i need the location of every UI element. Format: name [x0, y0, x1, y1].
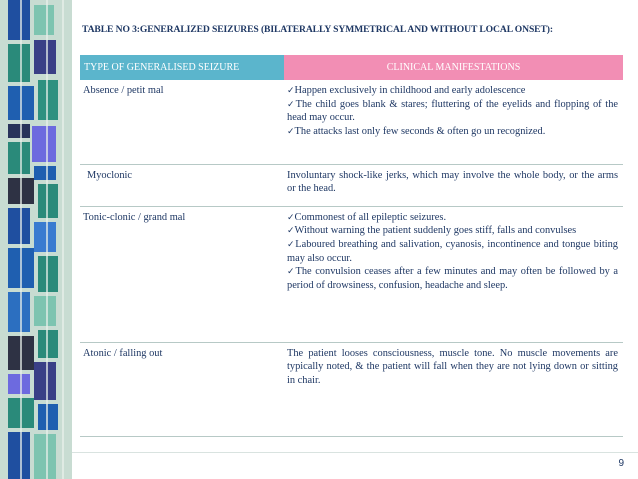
bullet-text: The attacks last only few seconds & often go un recognized.	[294, 125, 546, 137]
footer-divider	[72, 452, 638, 453]
mosaic-block	[38, 80, 58, 120]
table-row	[80, 80, 623, 164]
page-number: 9	[618, 458, 624, 469]
bullet-text: Laboured breathing and salivation, cyanosis, incontinence and tongue biting may also occur.	[287, 238, 618, 264]
seizure-table	[80, 55, 623, 437]
mosaic-block	[34, 296, 56, 326]
bullet-text: Commonest of all epileptic seizures.	[294, 211, 447, 223]
table-row	[80, 206, 623, 342]
seizure-type-cell: Tonic-clonic / grand mal	[80, 206, 284, 342]
header-clinical-manifestations: CLINICAL MANIFESTATIONS	[284, 55, 623, 80]
mosaic-block	[38, 256, 58, 292]
mosaic-line	[46, 0, 48, 479]
table-row	[80, 342, 623, 436]
mosaic-block	[8, 0, 30, 40]
table-row	[80, 164, 623, 206]
bullet-item	[287, 224, 618, 238]
mosaic-block	[38, 404, 58, 430]
bullet-item	[287, 98, 618, 125]
seizure-type-cell: Atonic / falling out	[80, 342, 284, 436]
bullet-item	[287, 125, 618, 139]
bullet-item	[287, 265, 618, 292]
mosaic-block	[8, 374, 30, 394]
bullet-text: Happen exclusively in childhood and early adolescence	[294, 85, 526, 96]
bullet-text: The child goes blank & stares; fluttering of the eyelids and flopping of the head may occur.	[287, 98, 619, 124]
manifestation-cell	[284, 206, 623, 342]
check-icon: ✓	[287, 212, 295, 223]
mosaic-block	[32, 126, 56, 162]
mosaic-block	[8, 124, 30, 138]
check-icon: ✓	[287, 226, 295, 237]
mosaic-block	[8, 432, 30, 479]
mosaic-block	[34, 434, 56, 479]
bullet-text: Without warning the patient suddenly goes stiff, falls and convulses	[294, 225, 577, 237]
mosaic-line	[62, 0, 64, 479]
manifestation-cell: Involuntary shock-like jerks, which may involve the whole body, or the arms or the head.	[284, 164, 623, 206]
mosaic-block	[8, 292, 30, 332]
mosaic-block	[38, 330, 58, 358]
mosaic-block	[34, 222, 56, 252]
mosaic-block	[8, 44, 30, 82]
check-icon: ✓	[287, 267, 296, 278]
manifestation-cell: The patient looses consciousness, muscle tone. No muscle movements are typically noted, & the patient will fall when they are not lying down or sitting in chair.	[284, 342, 623, 436]
bullet-item	[287, 84, 618, 98]
check-icon: ✓	[287, 126, 295, 137]
table-header-row	[80, 55, 623, 80]
bullet-text: The convulsion ceases after a few minutes and may often be followed by a period of drowsiness, confusion, headache and sleep.	[287, 266, 618, 291]
manifestation-cell	[284, 80, 623, 164]
mosaic-block	[8, 208, 30, 244]
bullet-item	[287, 238, 618, 265]
slide-title: TABLE NO 3:GENERALIZED SEIZURES (BILATERALLY SYMMETRICAL AND WITHOUT LOCAL ONSET):	[82, 24, 553, 35]
mosaic-block	[8, 142, 30, 174]
slide	[72, 0, 638, 479]
check-icon: ✓	[287, 99, 296, 110]
check-icon: ✓	[287, 86, 295, 96]
seizure-type-cell: Myoclonic	[80, 164, 284, 206]
bullet-item	[287, 211, 618, 225]
seizure-type-cell: Absence / petit mal	[80, 80, 284, 164]
header-seizure-type: TYPE OF GENERALISED SEIZURE	[80, 55, 284, 80]
check-icon: ✓	[287, 239, 296, 250]
mosaic-block	[34, 362, 56, 400]
mosaic-block	[34, 40, 56, 74]
mosaic-block	[38, 184, 58, 218]
mosaic-block	[34, 166, 56, 180]
mosaic-line	[20, 0, 22, 479]
mosaic-block	[34, 5, 54, 35]
decorative-mosaic	[0, 0, 72, 479]
